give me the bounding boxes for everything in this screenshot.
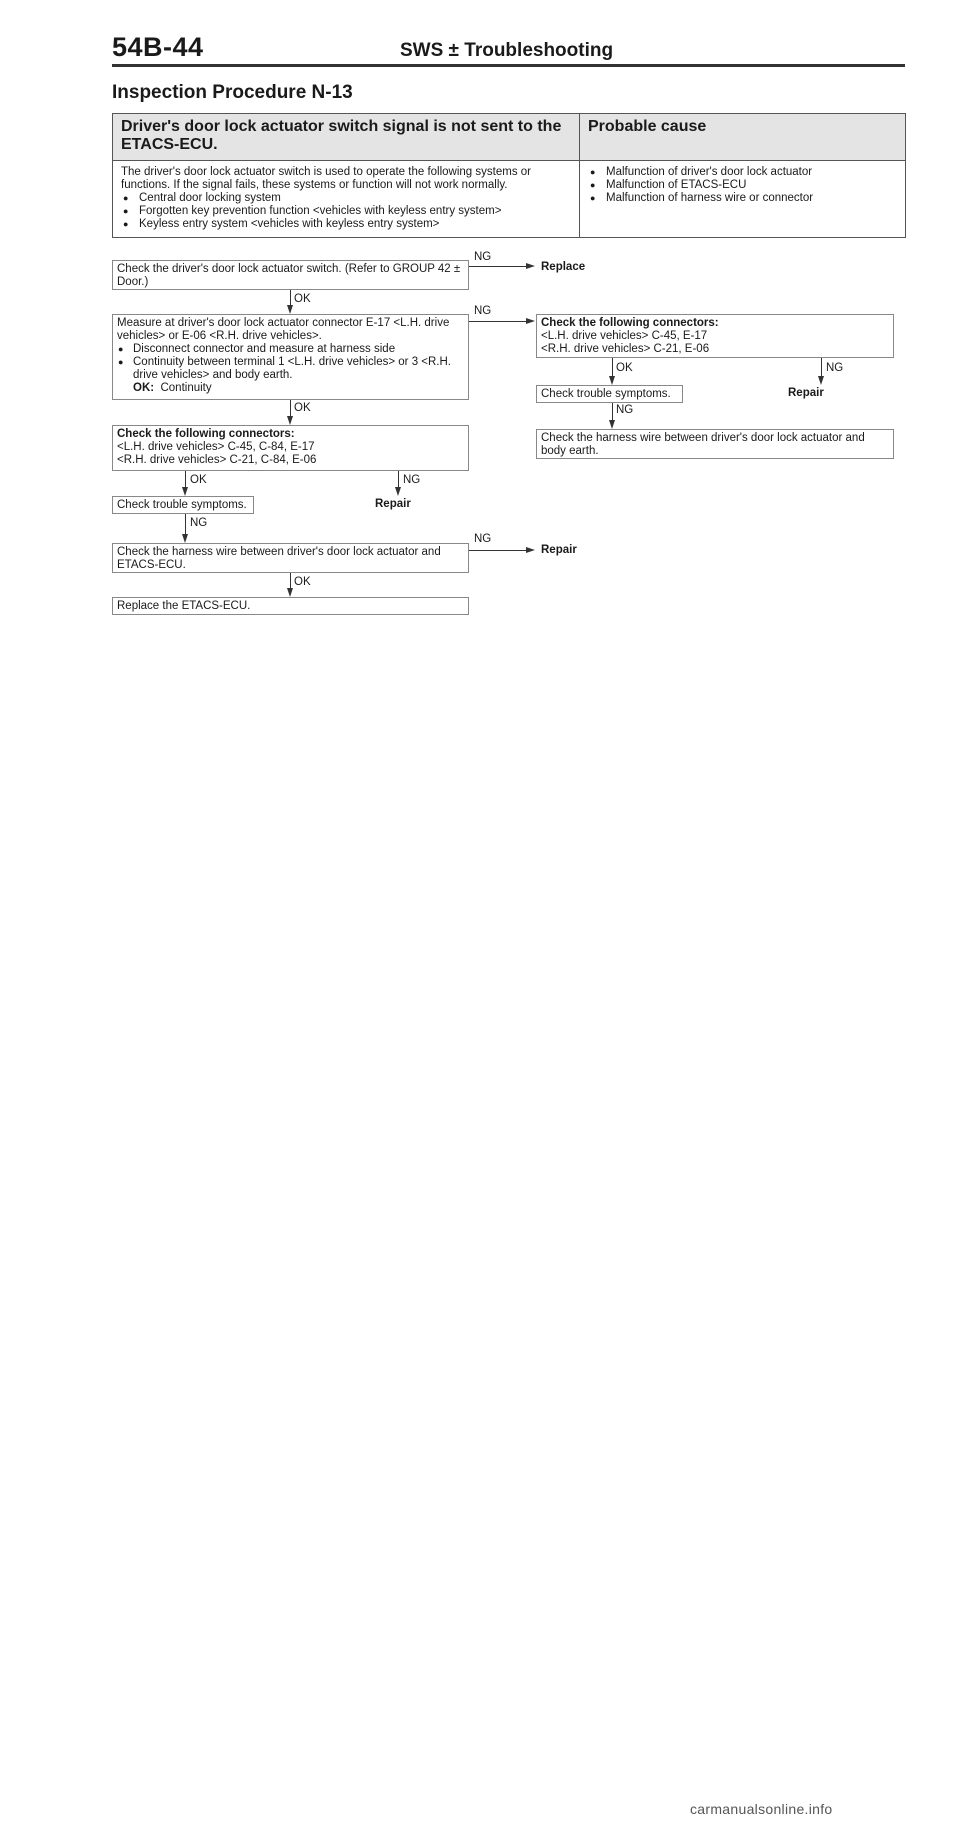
ok-criterion-label: OK:: [133, 382, 155, 394]
ng-label: NG: [616, 404, 634, 416]
list-item: ● Central door locking system: [121, 192, 571, 205]
connector-line: [290, 400, 291, 416]
connectors-line: <R.H. drive vehicles> C-21, C-84, E-06: [117, 454, 317, 466]
connector-line: [612, 403, 613, 420]
arrow-right-icon: [526, 263, 535, 269]
result-repair: Repair: [375, 498, 411, 510]
arrow-down-icon: [182, 534, 188, 543]
list-item: ● Forgotten key prevention function <vehicles with keyless entry system>: [121, 205, 571, 218]
result-replace: Replace: [541, 261, 586, 273]
step-check-trouble-left: Check trouble symptoms.: [112, 496, 254, 514]
ng-label: NG: [190, 517, 208, 529]
ok-label: OK: [190, 474, 207, 486]
connector-line: [821, 358, 822, 376]
ok-label: OK: [616, 362, 633, 374]
summary-table: [112, 113, 906, 238]
arrow-down-icon: [818, 376, 824, 385]
symptom-heading: Driver's door lock actuator switch signal is not sent to the ETACS-ECU.: [113, 114, 580, 161]
ok-criterion-value: Continuity: [160, 382, 212, 394]
list-item: ● Continuity between terminal 1 <L.H. drive vehicles> or 3 <R.H. drive vehicles> and body earth.: [117, 356, 464, 382]
connectors-title: Check the following connectors:: [541, 317, 719, 329]
ng-label: NG: [403, 474, 421, 486]
arrow-right-icon: [526, 547, 535, 553]
connectors-title: Check the following connectors:: [117, 428, 295, 440]
list-item: ● Keyless entry system <vehicles with keyless entry system>: [121, 218, 571, 231]
connectors-line: <L.H. drive vehicles> C-45, E-17: [541, 330, 708, 342]
arrow-down-icon: [609, 376, 615, 385]
ok-label: OK: [294, 576, 311, 588]
arrow-down-icon: [287, 588, 293, 597]
list-item: ● Malfunction of harness wire or connector: [588, 192, 897, 205]
arrow-down-icon: [287, 416, 293, 425]
watermark-text: carmanualsonline.info: [690, 1801, 833, 1817]
connector-line: [398, 471, 399, 487]
result-repair: Repair: [541, 544, 577, 556]
step-replace-ecu: Replace the ETACS-ECU.: [112, 597, 469, 615]
step-check-harness-ecu: Check the harness wire between driver's door lock actuator and ETACS-ECU.: [112, 543, 469, 573]
ng-label: NG: [474, 251, 492, 263]
connector-line: [290, 573, 291, 588]
connector-line: [469, 321, 526, 322]
procedure-title: Inspection Procedure N-13: [112, 82, 353, 103]
step-check-trouble-right: Check trouble symptoms.: [536, 385, 683, 403]
connector-line: [612, 358, 613, 376]
description-text: The driver's door lock actuator switch is used to operate the following systems or functions. If the signal fails, these systems or function will not work normally.: [121, 166, 531, 191]
arrow-down-icon: [395, 487, 401, 496]
ok-criterion: [117, 382, 464, 395]
ok-label: OK: [294, 293, 311, 305]
connector-line: [185, 514, 186, 534]
connector-line: [185, 471, 186, 487]
list-item: ● Malfunction of driver's door lock actuator: [588, 166, 897, 179]
arrow-down-icon: [182, 487, 188, 496]
ng-label: NG: [474, 533, 492, 545]
step-check-connectors-left: [112, 425, 469, 471]
causes-cell: [580, 161, 906, 238]
systems-list: [121, 192, 571, 231]
connector-line: [469, 266, 526, 267]
section-title: SWS ± Troubleshooting: [400, 40, 614, 61]
list-item: ● Malfunction of ETACS-ECU: [588, 179, 897, 192]
connector-line: [290, 290, 291, 305]
step-check-switch: Check the driver's door lock actuator switch. (Refer to GROUP 42 ± Door.): [112, 260, 469, 290]
arrow-right-icon: [526, 318, 535, 324]
step-check-harness-earth: Check the harness wire between driver's door lock actuator and body earth.: [536, 429, 894, 459]
probable-cause-heading: Probable cause: [580, 114, 906, 161]
page-number: 54B-44: [112, 32, 204, 62]
header-rule: [112, 64, 905, 67]
connectors-line: <L.H. drive vehicles> C-45, C-84, E-17: [117, 441, 315, 453]
ng-label: NG: [826, 362, 844, 374]
step-check-connectors-right: [536, 314, 894, 358]
description-cell: [113, 161, 580, 238]
measure-bullets: [117, 343, 464, 382]
arrow-down-icon: [609, 420, 615, 429]
list-item: ● Disconnect connector and measure at harness side: [117, 343, 464, 356]
step-measure-intro: Measure at driver's door lock actuator connector E-17 <L.H. drive vehicles> or E-06 <R.H. drive vehicles>.: [117, 317, 450, 342]
ok-label: OK: [294, 402, 311, 414]
step-measure-connector: [112, 314, 469, 400]
connector-line: [469, 550, 526, 551]
result-repair: Repair: [788, 387, 824, 399]
ng-label: NG: [474, 305, 492, 317]
arrow-down-icon: [287, 305, 293, 314]
connectors-line: <R.H. drive vehicles> C-21, E-06: [541, 343, 710, 355]
causes-list: [588, 166, 897, 205]
